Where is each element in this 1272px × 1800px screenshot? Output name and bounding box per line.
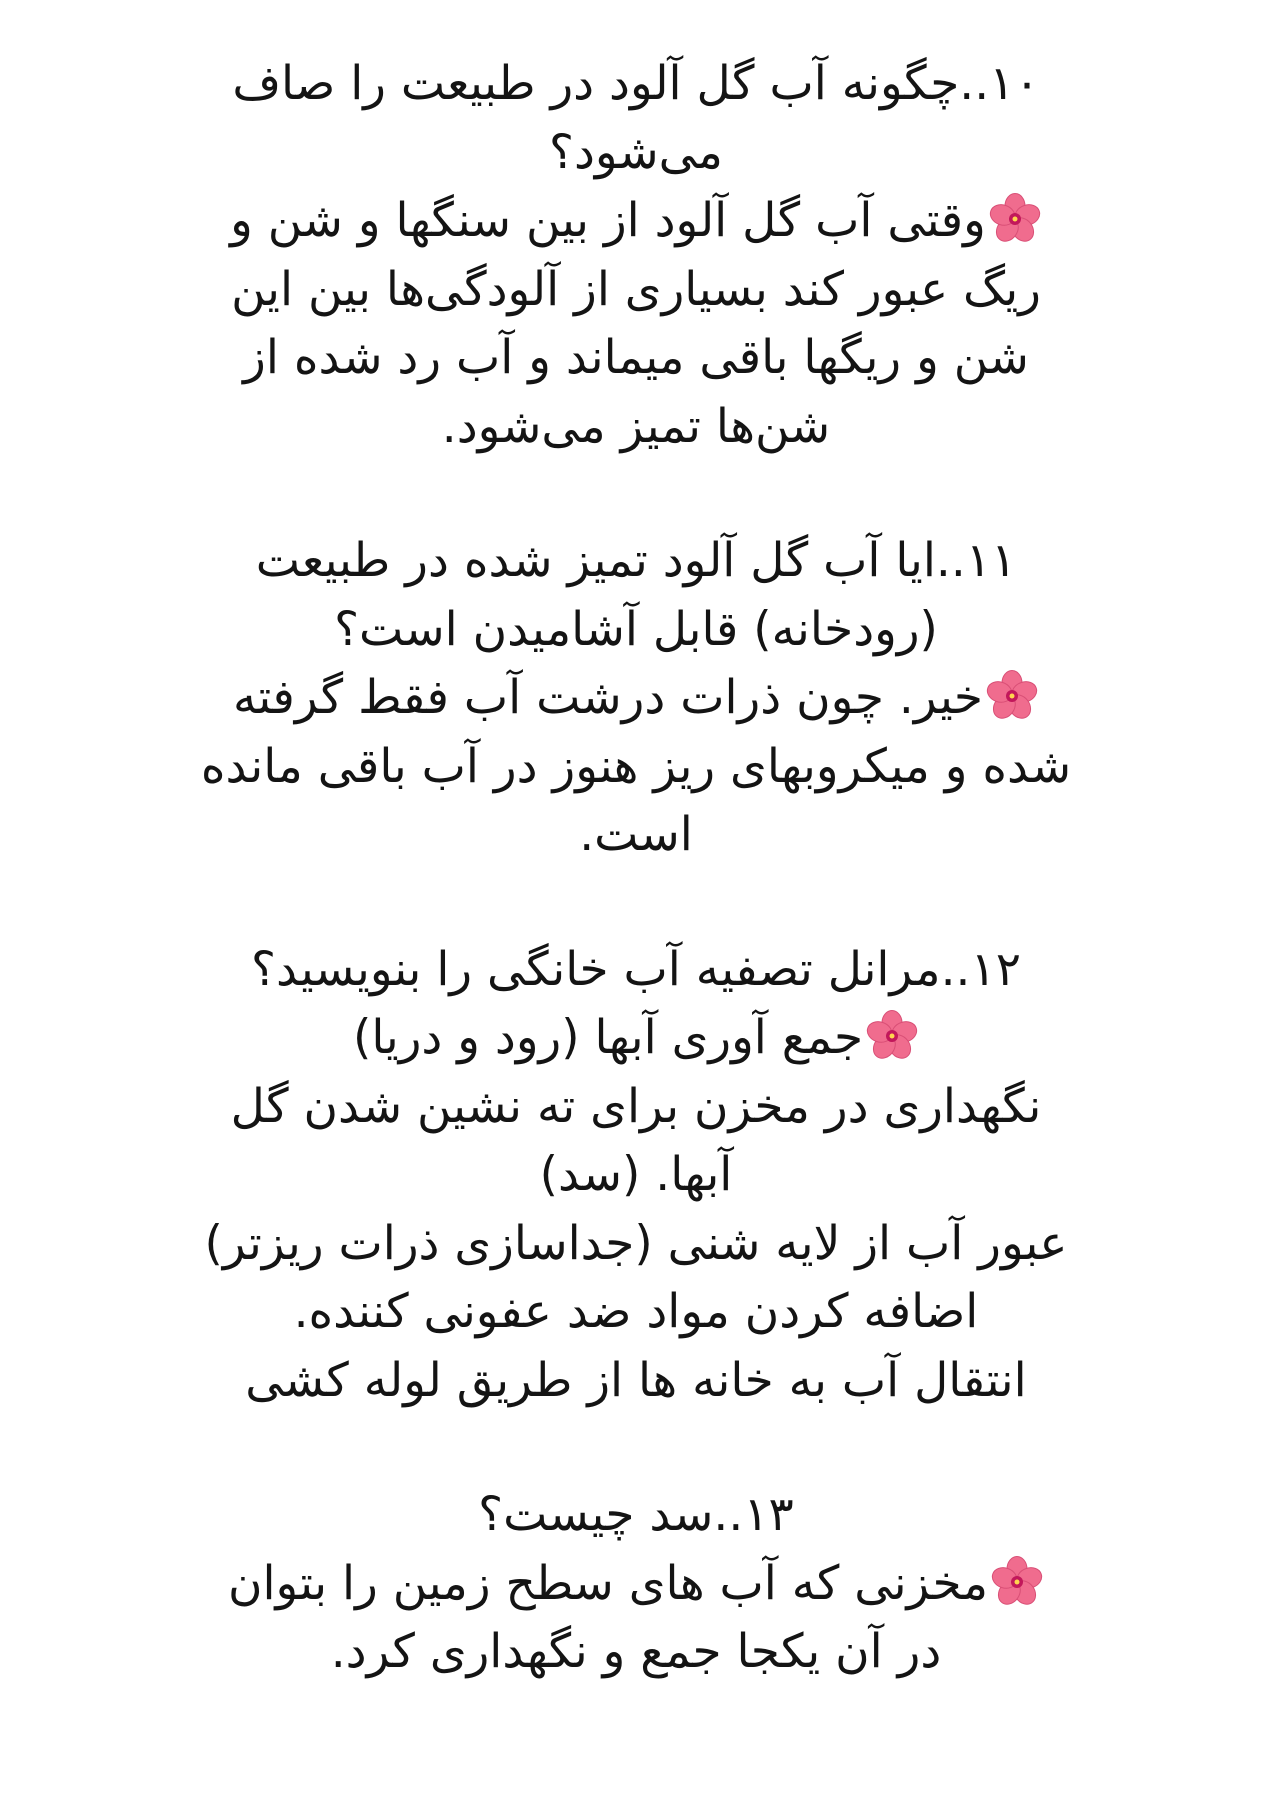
answer-text: خیر. چون ذرات درشت آب فقط گرفته bbox=[232, 670, 983, 725]
question-line: ۱۰..چگونه آب گل آلود در طبیعت را صاف bbox=[232, 56, 1040, 111]
qa-section-13 bbox=[60, 1481, 1212, 1687]
qa-section-11 bbox=[60, 527, 1212, 870]
answer-line: آبها. (سد) bbox=[539, 1147, 733, 1202]
document-page bbox=[60, 50, 1212, 1753]
answer-line: ریگ عبور کند بسیاری از آلودگی‌ها بین این bbox=[231, 261, 1041, 317]
answer-line: عبور آب از لایه شنی (جداسازی ذرات ریزتر) bbox=[204, 1215, 1068, 1271]
question-line: ۱۳..سد چیست؟ bbox=[478, 1487, 794, 1542]
answer-line: اضافه کردن مواد ضد عفونی کننده. bbox=[293, 1284, 979, 1339]
answer-line bbox=[60, 1004, 1212, 1073]
question-line: ۱۱..ایا آب گل آلود تمیز شده در طبیعت bbox=[255, 533, 1017, 588]
answer-line: شن و ریگها باقی میماند و آب رد شده از bbox=[243, 330, 1029, 385]
qa-section-10 bbox=[60, 50, 1212, 461]
answer-line bbox=[60, 1550, 1212, 1619]
question-line: ۱۲..مرانل تصفیه آب خانگی را بنویسید؟ bbox=[251, 941, 1021, 997]
answer-text: مخزنی که آب های سطح زمین را بتوان bbox=[227, 1555, 989, 1611]
answer-line: شن‌ها تمیز می‌شود. bbox=[441, 398, 831, 454]
question-line: می‌شود؟ bbox=[549, 124, 723, 180]
answer-line bbox=[60, 664, 1212, 733]
answer-text: جمع آوری آبها (رود و دریا) bbox=[352, 1010, 864, 1065]
answer-text: وقتی آب گل آلود از بین سنگها و شن و bbox=[230, 193, 986, 248]
answer-line: انتقال آب به خانه ها از طریق لوله کشی bbox=[245, 1352, 1027, 1408]
answer-line: شده و میکروبهای ریز هنوز در آب باقی مانده bbox=[200, 738, 1072, 794]
answer-line: است. bbox=[579, 807, 693, 862]
answer-line bbox=[60, 187, 1212, 256]
pink-flower-icon bbox=[988, 192, 1042, 246]
answer-line: نگهداری در مخزن برای ته نشین شدن گل bbox=[230, 1078, 1042, 1134]
answer-line: در آن یکجا جمع و نگهداری کرد. bbox=[330, 1624, 942, 1679]
qa-section-12 bbox=[60, 936, 1212, 1416]
pink-flower-icon bbox=[865, 1009, 919, 1063]
pink-flower-icon bbox=[985, 669, 1039, 723]
pink-flower-icon bbox=[990, 1555, 1044, 1609]
question-line: (رودخانه) قابل آشامیدن است؟ bbox=[334, 601, 938, 657]
